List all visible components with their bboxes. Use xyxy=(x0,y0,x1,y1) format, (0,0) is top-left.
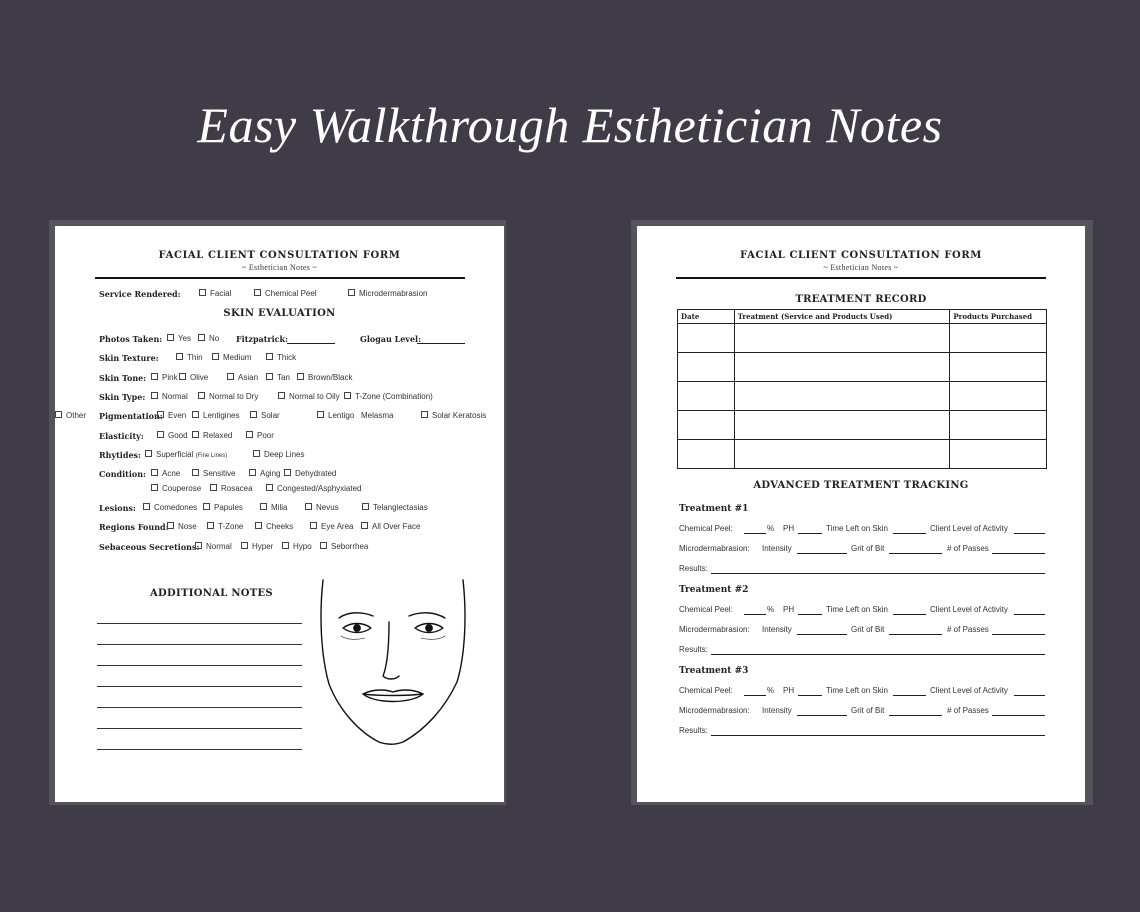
table-cell[interactable] xyxy=(678,440,735,469)
checkbox[interactable] xyxy=(176,353,183,360)
eval-row-label: Skin Texture: xyxy=(99,353,159,363)
time-left-field[interactable] xyxy=(893,533,926,534)
eval-option[interactable]: Eye Area xyxy=(310,522,353,531)
notes-line[interactable] xyxy=(97,644,302,645)
table-row xyxy=(678,324,1047,353)
percent-label: % xyxy=(767,605,775,614)
checkbox[interactable] xyxy=(210,484,217,491)
eval-row-label: Skin Tone: xyxy=(99,373,147,383)
checkbox[interactable] xyxy=(250,411,257,418)
results-field[interactable] xyxy=(711,573,1045,574)
table-cell[interactable] xyxy=(678,324,735,353)
eval-option[interactable]: Thick xyxy=(266,353,296,362)
eval-option[interactable]: Nose xyxy=(167,522,197,531)
grit-label: Grit of Bit xyxy=(851,544,885,553)
eval-option[interactable]: All Over Face xyxy=(361,522,420,531)
eval-option[interactable]: Melasma xyxy=(361,411,394,420)
eval-option[interactable]: Normal to Dry xyxy=(198,392,258,401)
table-header: Date xyxy=(678,310,735,324)
grit-label: Grit of Bit xyxy=(851,706,885,715)
checkbox[interactable] xyxy=(305,503,312,510)
eval-option[interactable]: T-Zone (Combination) xyxy=(344,392,433,401)
grit-field[interactable] xyxy=(889,715,942,716)
eval-row-label: Rhytides: xyxy=(99,450,141,460)
checkbox[interactable] xyxy=(55,411,62,418)
checkbox[interactable] xyxy=(317,411,324,418)
form-subtitle: ~ Esthetician Notes ~ xyxy=(823,263,899,272)
eval-option[interactable]: Couperose xyxy=(151,484,201,493)
chemical-peel-label: Chemical Peel: xyxy=(679,524,733,533)
intensity-field[interactable] xyxy=(797,634,847,635)
grit-field[interactable] xyxy=(889,553,942,554)
eval-row-label: Skin Type: xyxy=(99,392,146,402)
title-rule xyxy=(676,277,1046,279)
table-row xyxy=(678,382,1047,411)
notes-line[interactable] xyxy=(97,665,302,666)
eval-option[interactable]: Olive xyxy=(179,373,208,382)
client-activity-field[interactable] xyxy=(1014,533,1045,534)
checkbox[interactable] xyxy=(255,522,262,529)
ph-field[interactable] xyxy=(798,695,822,696)
checkbox[interactable] xyxy=(151,392,158,399)
results-label: Results: xyxy=(679,726,708,735)
passes-field[interactable] xyxy=(992,634,1045,635)
treatment-title: Treatment #1 xyxy=(679,504,749,514)
treatment-title: Treatment #3 xyxy=(679,666,749,676)
table-cell[interactable] xyxy=(734,411,950,440)
percent-field[interactable] xyxy=(744,695,766,696)
table-cell[interactable] xyxy=(950,440,1047,469)
eval-option[interactable]: Dehydrated xyxy=(284,469,336,478)
ph-label: PH xyxy=(783,605,795,614)
percent-label: % xyxy=(767,524,775,533)
service-option[interactable]: Chemical Peel xyxy=(254,289,317,298)
chemical-peel-label: Chemical Peel: xyxy=(679,605,733,614)
eval-option[interactable]: Cheeks xyxy=(255,522,293,531)
checkbox[interactable] xyxy=(246,431,253,438)
time-left-label: Time Left on Skin xyxy=(826,605,888,614)
microdermabrasion-label: Microdermabrasion: xyxy=(679,706,750,715)
checkbox[interactable] xyxy=(278,392,285,399)
treatment-record-heading: TREATMENT RECORD xyxy=(795,294,927,305)
table-cell[interactable] xyxy=(734,382,950,411)
checkbox[interactable] xyxy=(344,392,351,399)
eval-option[interactable]: Papules xyxy=(203,503,243,512)
checkbox[interactable] xyxy=(249,469,256,476)
eval-option[interactable]: Deep Lines xyxy=(253,450,304,459)
checkbox[interactable] xyxy=(421,411,428,418)
time-left-field[interactable] xyxy=(893,695,926,696)
photos-yes[interactable]: Yes xyxy=(167,334,191,343)
eval-row-label: Lesions: xyxy=(99,503,136,513)
table-cell[interactable] xyxy=(950,382,1047,411)
checkbox[interactable] xyxy=(260,503,267,510)
intensity-label: Intensity xyxy=(762,706,792,715)
checkbox[interactable] xyxy=(195,542,202,549)
table-cell[interactable] xyxy=(678,353,735,382)
photos-label: Photos Taken: xyxy=(99,334,163,344)
checkbox[interactable] xyxy=(253,450,260,457)
passes-field[interactable] xyxy=(992,553,1045,554)
passes-field[interactable] xyxy=(992,715,1045,716)
advanced-tracking-heading: ADVANCED TREATMENT TRACKING xyxy=(753,480,969,491)
table-cell[interactable] xyxy=(950,324,1047,353)
treatment-record-table xyxy=(677,309,1047,469)
checkbox[interactable] xyxy=(282,542,289,549)
checkbox[interactable] xyxy=(151,484,158,491)
service-option[interactable]: Facial xyxy=(199,289,231,298)
microdermabrasion-label: Microdermabrasion: xyxy=(679,625,750,634)
client-activity-field[interactable] xyxy=(1014,614,1045,615)
eval-option[interactable]: Good xyxy=(157,431,188,440)
service-option[interactable]: Microdermabrasion xyxy=(348,289,427,298)
eval-option[interactable]: Medium xyxy=(212,353,251,362)
eval-option[interactable]: Pink xyxy=(151,373,178,382)
eval-option[interactable]: Thin xyxy=(176,353,203,362)
eval-option[interactable]: Lentigines xyxy=(192,411,239,420)
checkbox[interactable] xyxy=(167,334,174,341)
checkbox[interactable] xyxy=(203,503,210,510)
eval-option[interactable]: Aging xyxy=(249,469,280,478)
results-field[interactable] xyxy=(711,735,1045,736)
checkbox[interactable] xyxy=(361,522,368,529)
intensity-field[interactable] xyxy=(797,715,847,716)
checkbox[interactable] xyxy=(266,353,273,360)
client-activity-label: Client Level of Activity xyxy=(930,524,1008,533)
checkbox[interactable] xyxy=(284,469,291,476)
checkbox[interactable] xyxy=(310,522,317,529)
checkbox[interactable] xyxy=(157,431,164,438)
eval-option[interactable]: Asian xyxy=(227,373,258,382)
time-left-label: Time Left on Skin xyxy=(826,524,888,533)
table-row xyxy=(678,411,1047,440)
microdermabrasion-label: Microdermabrasion: xyxy=(679,544,750,553)
ph-field[interactable] xyxy=(798,533,822,534)
checkbox[interactable] xyxy=(192,431,199,438)
eval-row-label: Elasticity: xyxy=(99,431,144,441)
checkbox[interactable] xyxy=(241,542,248,549)
client-activity-label: Client Level of Activity xyxy=(930,605,1008,614)
eval-option[interactable]: Superficial (Fine Lines) xyxy=(145,450,227,459)
grit-label: Grit of Bit xyxy=(851,625,885,634)
checkbox[interactable] xyxy=(198,392,205,399)
table-cell[interactable] xyxy=(734,440,950,469)
checkbox[interactable] xyxy=(348,289,355,296)
table-cell[interactable] xyxy=(950,411,1047,440)
checkbox[interactable] xyxy=(151,469,158,476)
glogau-label: Glogau Level: xyxy=(360,334,422,344)
percent-field[interactable] xyxy=(744,614,766,615)
passes-label: # of Passes xyxy=(947,544,989,553)
checkbox[interactable] xyxy=(266,373,273,380)
client-activity-field[interactable] xyxy=(1014,695,1045,696)
eval-option[interactable]: Sensitive xyxy=(192,469,235,478)
table-header-row xyxy=(678,310,1047,324)
eval-option[interactable]: Hyper xyxy=(241,542,273,551)
intensity-label: Intensity xyxy=(762,625,792,634)
consultation-form-page xyxy=(49,220,506,805)
eval-option[interactable]: Even xyxy=(157,411,186,420)
intensity-label: Intensity xyxy=(762,544,792,553)
eval-option[interactable]: Relaxed xyxy=(192,431,232,440)
checkbox[interactable] xyxy=(179,373,186,380)
checkbox[interactable] xyxy=(207,522,214,529)
intensity-field[interactable] xyxy=(797,553,847,554)
table-header: Treatment (Service and Products Used) xyxy=(734,310,950,324)
eval-row-label: Pigmentation: xyxy=(99,411,163,421)
passes-label: # of Passes xyxy=(947,625,989,634)
table-cell[interactable] xyxy=(734,353,950,382)
eval-option[interactable]: Brown/Black xyxy=(297,373,352,382)
checkbox[interactable] xyxy=(157,411,164,418)
eval-row-label: Regions Found: xyxy=(99,522,169,532)
eval-option[interactable]: Congested/Asphyxiated xyxy=(266,484,362,493)
eval-option[interactable]: Solar xyxy=(250,411,280,420)
checkbox[interactable] xyxy=(192,411,199,418)
percent-field[interactable] xyxy=(744,533,766,534)
treatment-record-page xyxy=(631,220,1093,805)
checkbox[interactable] xyxy=(362,503,369,510)
checkbox[interactable] xyxy=(192,469,199,476)
service-label: Service Rendered: xyxy=(99,289,181,299)
eval-row-label: Sebaceous Secretions: xyxy=(99,542,200,552)
eval-option[interactable]: Lentigo xyxy=(317,411,354,420)
checkbox[interactable] xyxy=(254,289,261,296)
eval-option[interactable]: Telangiectasias xyxy=(362,503,428,512)
ph-label: PH xyxy=(783,524,795,533)
title-rule xyxy=(95,277,465,279)
checkbox[interactable] xyxy=(167,522,174,529)
form-subtitle: ~ Esthetician Notes ~ xyxy=(241,263,318,272)
results-field[interactable] xyxy=(711,654,1045,655)
results-label: Results: xyxy=(679,645,708,654)
table-row xyxy=(678,440,1047,469)
eval-option[interactable]: Tan xyxy=(266,373,290,382)
eval-option[interactable]: Nevus xyxy=(305,503,339,512)
fitzpatrick-label: Fitzpatrick: xyxy=(236,334,289,344)
checkbox[interactable] xyxy=(212,353,219,360)
percent-label: % xyxy=(767,686,775,695)
checkbox[interactable] xyxy=(145,450,152,457)
eval-option[interactable]: Milia xyxy=(260,503,287,512)
checkbox[interactable] xyxy=(266,484,273,491)
grit-field[interactable] xyxy=(889,634,942,635)
table-cell[interactable] xyxy=(678,382,735,411)
time-left-field[interactable] xyxy=(893,614,926,615)
eval-option[interactable]: Seborrhea xyxy=(320,542,368,551)
table-cell[interactable] xyxy=(950,353,1047,382)
passes-label: # of Passes xyxy=(947,706,989,715)
eval-option[interactable]: Rosacea xyxy=(210,484,253,493)
photos-no[interactable]: No xyxy=(198,334,219,343)
treatment-title: Treatment #2 xyxy=(679,585,749,595)
checkbox[interactable] xyxy=(198,334,205,341)
client-activity-label: Client Level of Activity xyxy=(930,686,1008,695)
notes-line[interactable] xyxy=(97,623,302,624)
banner-title: Easy Walkthrough Esthetician Notes xyxy=(197,97,943,153)
eval-option[interactable]: Normal xyxy=(195,542,232,551)
eval-row-label: Condition: xyxy=(99,469,146,479)
eval-option[interactable]: Acne xyxy=(151,469,180,478)
checkbox[interactable] xyxy=(227,373,234,380)
checkbox[interactable] xyxy=(297,373,304,380)
notes-line[interactable] xyxy=(97,686,302,687)
checkbox[interactable] xyxy=(320,542,327,549)
glogau-field[interactable] xyxy=(417,343,465,344)
table-cell[interactable] xyxy=(734,324,950,353)
checkbox[interactable] xyxy=(143,503,150,510)
notes-line[interactable] xyxy=(97,728,302,729)
ph-label: PH xyxy=(783,686,795,695)
form-title: FACIAL CLIENT CONSULTATION FORM xyxy=(158,250,401,261)
eval-option[interactable]: T-Zone xyxy=(207,522,243,531)
eval-option[interactable]: Hypo xyxy=(282,542,312,551)
table-header: Products Purchased xyxy=(950,310,1047,324)
notes-line[interactable] xyxy=(97,749,302,750)
ph-field[interactable] xyxy=(798,614,822,615)
form-title: FACIAL CLIENT CONSULTATION FORM xyxy=(740,250,982,261)
eval-option[interactable]: Solar Keratosis xyxy=(421,411,486,420)
eval-option[interactable]: Normal xyxy=(151,392,188,401)
checkbox[interactable] xyxy=(199,289,206,296)
results-label: Results: xyxy=(679,564,708,573)
fitzpatrick-field[interactable] xyxy=(287,343,335,344)
notes-line[interactable] xyxy=(97,707,302,708)
additional-notes-heading: ADDITIONAL NOTES xyxy=(150,588,273,599)
chemical-peel-label: Chemical Peel: xyxy=(679,686,733,695)
time-left-label: Time Left on Skin xyxy=(826,686,888,695)
skin-evaluation-heading: SKIN EVALUATION xyxy=(223,308,336,319)
table-row xyxy=(678,353,1047,382)
face-chart-icon xyxy=(317,576,477,746)
eval-option[interactable]: Normal to Oily xyxy=(278,392,340,401)
eval-option[interactable]: Poor xyxy=(246,431,274,440)
checkbox[interactable] xyxy=(151,373,158,380)
eval-option[interactable]: Comedones xyxy=(143,503,197,512)
table-cell[interactable] xyxy=(678,411,735,440)
eval-option[interactable]: Other xyxy=(55,411,86,420)
